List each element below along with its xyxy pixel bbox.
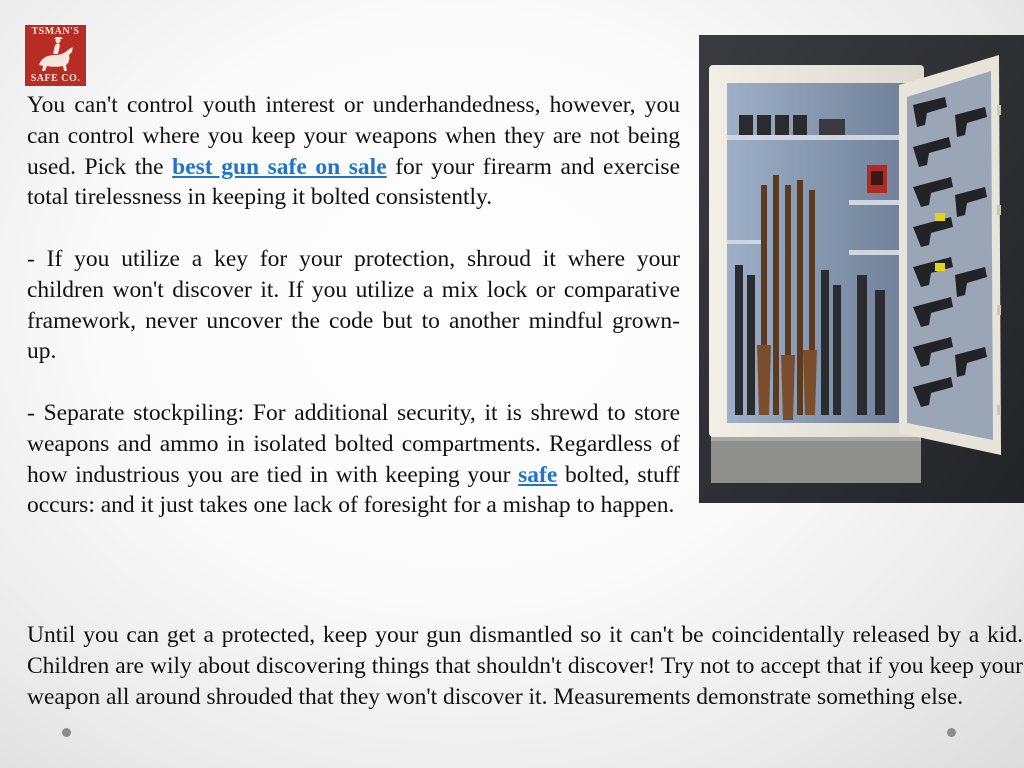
paragraph-key-tip: - If you utilize a key for your protection, shroud it where your children won't discover it. If you utilize a mix lock or comparative framework, never uncover the code but to another mindful grown-up. <box>27 245 680 365</box>
logo-top-text: TSMAN'S <box>31 26 80 37</box>
bottom-paragraph <box>27 620 1023 712</box>
open-gun-safe-image <box>699 35 1024 503</box>
bottom-paragraph-text: Until you can get a protected, keep your gun dismantled so it can't be coincidentally released by a kid. Children are wily about discovering things that shouldn't discover! Try not to accept that if you keep your weapon all around shrouded that they won't discover it. Measurements demonstrate something else. <box>27 622 1023 710</box>
company-logo <box>25 25 86 86</box>
decorative-dot-left <box>62 728 71 737</box>
best-gun-safe-link[interactable]: best gun safe on sale <box>172 153 387 180</box>
paragraph-storage-text-end: bolted, stuff occurs: and it just takes one lack of foresight for a mishap to happen. <box>27 461 681 519</box>
paragraph-storage-text: - Separate stockpiling: For additional security, it is shrewd to store weapons and ammo in isolated bolted compartments. Regardless of how industrious you are tied in with keeping your <box>27 399 680 488</box>
logo-bottom-text: SAFE CO. <box>30 73 81 84</box>
gun-safe-photo <box>699 35 1024 503</box>
paragraph-intro-text-end: for your firearm and exercise total tirelessness in keeping it bolted consistently. <box>27 153 680 211</box>
paragraph-intro <box>27 90 680 213</box>
main-text-column <box>27 90 680 552</box>
paragraph-intro-text: You can't control youth interest or underhandedness, however, you can control where you keep your weapons when they are not being used. Pick the <box>27 92 680 180</box>
paragraph-storage-tip <box>27 398 680 521</box>
decorative-dot-right <box>947 728 956 737</box>
safe-link[interactable]: safe <box>518 461 558 488</box>
